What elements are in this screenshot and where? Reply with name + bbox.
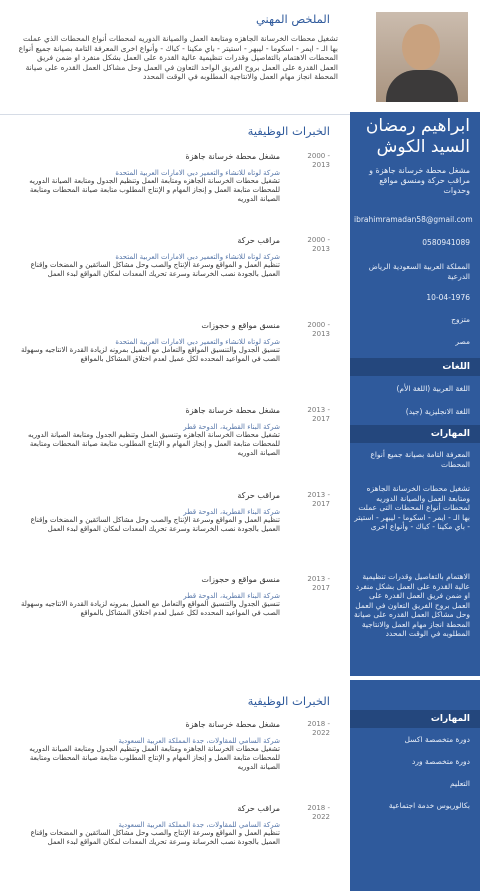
education-title: التعليم <box>450 779 470 788</box>
divider <box>0 114 350 115</box>
job-company: شركة البناء القطرية، الدوحة قطر <box>183 423 280 431</box>
marital-status-text: متزوج <box>451 315 470 324</box>
job-company: شركة البناء القطرية، الدوحة قطر <box>183 508 280 516</box>
sidebar <box>350 0 480 676</box>
job-date: 2013 - 2017 <box>307 575 330 592</box>
job-title: مراقب حركة <box>237 804 280 813</box>
summary-text: تشغيل محطات الخرسانة الجاهزه ومتابعة العمل والصيانة الدوريه لمحطات أنواع المحطات الذي عملت بها الـ - ايمر - اسكوما - ليبهر - استيتر - باي مكينا - كباك - وأنواع اخرى المعرفة التامة بصيانة جميع أنواع المحطات الاهتمام بالتفاصيل وقدرات تنظيمية عالية القدرة على العمل بشكل منفرد او ضمن فريق العمل القدرة على العمل بروح الفريق الواحد التعاون في العمل وحل مشاكل العمل القدره على صيانة المحطة انجاز مهام العمل والانتاجية المطلوبه في الوقت المحدد <box>18 34 338 81</box>
job-company: شركة لوتاه للانشاء والتعمير دبي الامارات العربية المتحدة <box>115 169 280 177</box>
job-date: 2018 - 2022 <box>307 720 330 737</box>
job-title: مراقب حركة <box>237 491 280 500</box>
job-company: شركة لوتاه للانشاء والتعمير دبي الامارات العربية المتحدة <box>115 253 280 261</box>
job-title: مشغل محطة خرسانة جاهزة <box>185 152 280 161</box>
experience-title: الخبرات الوظيفية <box>247 124 330 138</box>
resume-page-2 <box>0 680 480 891</box>
main-content <box>0 680 350 891</box>
skills-title: المهارات <box>350 425 480 443</box>
language-item: اللغة العربية (اللغة الأم) <box>396 384 470 393</box>
summary-title: الملخص المهني <box>255 12 330 26</box>
job-title: مشغل محطة خرسانة جاهزة <box>185 406 280 415</box>
job-date: 2013 - 2017 <box>307 491 330 508</box>
skill-item: دورة متخصصة ورد <box>411 757 470 766</box>
profile-photo <box>376 12 468 102</box>
job-description: تشغيل محطات الخرسانة الجاهزه وتنسيق العمل وتنظيم الجدول ومتابعة الصيانة الدوريه للمحطات متابعة العمل و إنجاز المهام و الإنتاج المطلوب متابعة صيانة المحطات ومتابعة الصيانة الدوريه <box>28 431 280 457</box>
job-description: تنظيم العمل و المواقع وسرعة الإنتاج والصب وحل مشاكل السائقين و المضخات وإقناع العميل بالجودة نصب الخرسانة وسرعة تحريك المعدات لمكان المواقع لبدء العمل <box>30 261 280 278</box>
job-company: شركة السامي للمقاولات، جدة المملكة العربية السعودية <box>118 737 280 745</box>
phone-text[interactable]: 0580941089 <box>422 238 470 247</box>
job-description: تنسيق الجدول والتنسيق المواقع والتعامل مع العميل بمرونه لزيادة القدرة الانتاجيه وسهولة الصب في المواعيد المحدده لكل عميل لعدم اختلاق المشاكل بالمواقع <box>20 346 280 363</box>
job-company: شركة البناء القطرية، الدوحة قطر <box>183 592 280 600</box>
education-item: بكالوريوس خدمة اجتماعية <box>388 801 470 810</box>
skill-item: دورة متخصصة اكسل <box>404 735 470 744</box>
job-date: 2013 - 2017 <box>307 406 330 423</box>
job-description: تنسيق الجدول والتنسيق المواقع والتعامل مع العميل بمرونه لزيادة القدرة الانتاجيه وسهولة الصب في المواعيد المحدده لكل عميل لعدم اختلاق المشاكل بالمواقع <box>20 600 280 617</box>
candidate-headline: مشغل محطة خرسانة جاهزة و مراقب حركة ومنسق مواقع وحدوات <box>369 166 470 195</box>
job-description: تنظيم العمل و المواقع وسرعة الإنتاج والصب وحل مشاكل السائقين و المضخات وإقناع العميل بالجودة نصب الخرسانة وسرعة تحريك المعدات لمكان المواقع لبدء العمل <box>30 516 280 533</box>
candidate-name: ابراهيم رمضان السيد الكوش <box>365 116 470 157</box>
job-title: منسق مواقع و حجوزات <box>201 321 280 330</box>
job-description: تشغيل محطات الخرسانة الجاهزه ومتابعة العمل وتنظيم الجدول ومتابعة الصيانة الدوريه للمحطات متابعة العمل و إنجاز المهام و الإنتاج المطلوب متابعة صيانة المحطات ومتابعة الصيانة الدوريه <box>29 745 280 771</box>
job-company: شركة لوتاه للانشاء والتعمير دبي الامارات العربية المتحدة <box>115 338 280 346</box>
job-company: شركة السامي للمقاولات، جدة المملكة العربية السعودية <box>118 821 280 829</box>
job-description: تشغيل محطات الخرسانة الجاهزه ومتابعة العمل وتنظيم الجدول ومتابعة الصيانة الدوريه للمحطات متابعة العمل و إنجاز المهام و الإنتاج المطلوب متابعة صيانة المحطات ومتابعة الصيانة الدوريه <box>29 177 280 203</box>
skill-item: المعرفة التامة بصيانة جميع أنواع المحطات <box>370 450 470 469</box>
experience-title: الخبرات الوظيفية <box>247 694 330 708</box>
languages-title: اللغات <box>350 358 480 376</box>
nationality-text: مصر <box>455 337 470 346</box>
job-date: 2000 - 2013 <box>307 321 330 338</box>
job-title: منسق مواقع و حجوزات <box>201 575 280 584</box>
email-text[interactable]: ibrahimramadan58@gmail.com <box>354 215 473 224</box>
photo-frame <box>350 0 480 112</box>
location-text: المملكة العربية السعودية الرياض الدرعية <box>368 262 470 281</box>
job-date: 2000 - 2013 <box>307 152 330 169</box>
job-date: 2018 - 2022 <box>307 804 330 821</box>
job-date: 2000 - 2013 <box>307 236 330 253</box>
job-title: مراقب حركة <box>237 236 280 245</box>
language-item: اللغة الانجليزية (جيد) <box>405 407 470 416</box>
skills-title: المهارات <box>350 710 480 728</box>
job-description: تنظيم العمل و المواقع وسرعة الإنتاج والصب وحل مشاكل السائقين و المضخات وإقناع العميل بالجودة نصب الخرسانة وسرعة تحريك المعدات لمكان المواقع لبدء العمل <box>30 829 280 846</box>
sidebar <box>350 680 480 891</box>
skill-item: الاهتمام بالتفاصيل وقدرات تنظيمية عالية القدرة على العمل بشكل منفرد او ضمن فريق العمل القدرة على العمل بروح الفريق التعاون في العمل وحل مشاكل العمل القدره على صيانة المحطة انجاز مهام العمل والانتاجية المطلوبه في الوقت المحدد <box>354 572 470 638</box>
birth-date-text: 10-04-1976 <box>426 293 470 302</box>
job-title: مشغل محطة خرسانة جاهزة <box>185 720 280 729</box>
skill-item: تشغيل محطات الخرسانة الجاهزه ومتابعة العمل والصيانة الدوريه لمحطات أنواع المحطات التى عملت بها الـ - ايمر - اسكوما - ليبهر - استيتر - باي مكينا - كباك - وأنواع اخرى <box>354 484 470 531</box>
